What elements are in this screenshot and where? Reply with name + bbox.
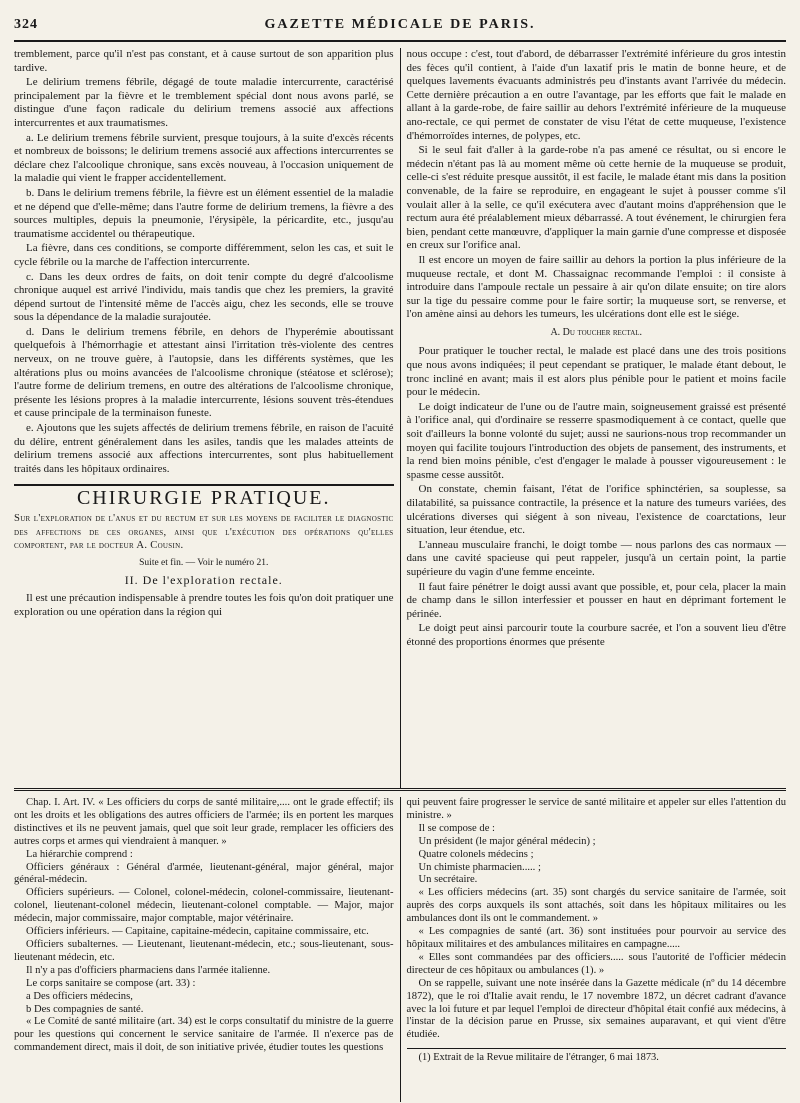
section-note: Suite et fin. — Voir le numéro 21. (139, 557, 269, 568)
paragraph: Pour pratiquer le toucher rectal, le malade est placé dans une des trois positions que nous avons indiquées; il peut cependant se pratiquer, le malade étant debout, le tronc incliné en avant; mais il est alors plus pénible pour le patient et moins facile pour le médecin. (406, 345, 786, 399)
paragraph: Officiers subalternes. — Lieutenant, lieutenant-médecin, etc.; sous-lieutenant, sous-lieutenant médecin, etc. (14, 938, 394, 963)
section-subtitle: Sur l'exploration de l'anus et du rectum et sur les moyens de faciliter le diagnostic des affections de ces organes, ainsi que l'exécution des opérations qu'elles comportent, par le docteur A. Cousin. (14, 513, 394, 552)
subsection-heading: A. Du toucher rectal. (550, 326, 643, 338)
paragraph: Il se compose de : (418, 822, 495, 834)
paragraph: « Les officiers médecins (art. 35) sont chargés du service sanitaire de l'armée, soit auprès des corps auxquels ils sont attachés, soit dans les hôpitaux militaires ou les ambulances dont ils ont le commandement. » (406, 887, 786, 925)
upper-section (14, 48, 786, 788)
paragraph: L'anneau musculaire franchi, le doigt tombe — nous parlons des cas normaux — dans une cavité spacieuse qui peut rappeler, jusqu'à un certain point, la partie supérieure du vagin d'une femme enceinte. (406, 538, 786, 578)
paragraph: La fièvre, dans ces conditions, se comporte différemment, selon les cas, et suit le cycle fébrile ou la marche de l'affection intercurrente. (14, 242, 394, 268)
paragraph: c. Dans les deux ordres de faits, on doit tenir compte du degré d'alcoolisme chronique auquel est arrivé l'individu, mais tandis que chez les premiers, la gravité dépend surtout de l'intensité même de l'accès aigu, chez les seconds, elle se trouve sous la dépendance de la maladie surajoutée. (14, 270, 394, 324)
lower-left-column (14, 797, 400, 1102)
paragraph: On se rappelle, suivant une note insérée dans la Gazette médicale (nº du 14 décembre 1872), que le roi d'Italie avait rendu, le 17 novembre 1872, un décret cadrant d'avance avec la loi future et par lequel l'emploi de directeur d'hôpital était confié aux médecins, à l'instar de la décision parue en Prusse, six semaines auparavant, et qui vient d'être étudiée. (406, 977, 786, 1041)
paragraph: Officiers supérieurs. — Colonel, colonel-médecin, colonel-commissaire, lieutenant-colonel, lieutenant-colonel médecin, lieutenant-colonel comptable. — Major, major médecin, major commissaire, major comptable, major vétérinaire. (14, 887, 394, 925)
paragraph: Le corps sanitaire se compose (art. 33) : (26, 977, 196, 989)
upper-left-column (14, 48, 400, 788)
paragraph: a Des officiers médecins, (26, 990, 133, 1002)
page-number: 324 (14, 17, 38, 32)
paragraph: « Le Comité de santé militaire (art. 34) est le corps consultatif du ministre de la guerre pour les questions qui concernent le service sanitaire de l'armée. Il n'exerce pas de commandement direct, mais il doit, de son initiative privée, étudier toutes les questions (14, 1016, 394, 1054)
paragraph: b. Dans le delirium tremens fébrile, la fièvre est un élément essentiel de la maladie et ne dépend que d'elle-même; dans l'autre forme de delirium tremens, la fièvre a des sources multiples, depuis la pneumonie, l'érysipèle, la péricardite, etc., jusqu'au traumatisme accidentel ou thérapeutique. (14, 186, 394, 240)
paragraph: Il est une précaution indispensable à prendre toutes les fois qu'on doit pratiquer une exploration ou une opération dans la région qui (14, 591, 394, 618)
paragraph: Il n'y a pas d'officiers pharmaciens dans l'armée italienne. (26, 964, 271, 976)
paragraph: Quatre colonels médecins ; (418, 848, 534, 860)
paragraph: Un secrétaire. (418, 874, 478, 886)
paragraph: Officiers généraux : Général d'armée, lieutenant-général, major général, major général-médecin. (14, 861, 394, 886)
paragraph: Le delirium tremens fébrile, dégagé de toute maladie intercurrente, caractérisé principalement par la fièvre et le tremblement spécial dont nous avons parlé, se distingue d'une façon radicale du delirium tremens associé aux affections intercurrentes et aux traumatismes. (14, 76, 394, 129)
paragraph: Si le seul fait d'aller à la garde-robe n'a pas amené ce résultat, ou si encore le médecin n'étant pas là au moment même où cette hernie de la muqueuse se produit, celle-ci s'est réduite presque aussitôt, il est facile, le malade étant mis dans la position convenable, de la faire se reproduire, en engageant le sujet à pousser comme s'il voulait aller à la selle, ce qu'il exécutera avec d'autant moins d'appréhension que le rectum aura été préalablement mieux débarrassé. A tout événement, le chirurgien fera bien, pendant cette manœuvre, d'appliquer la main garnie d'une compresse et disposée en creux sur l'orifice anal. (406, 144, 786, 252)
lower-section (14, 797, 786, 1102)
paragraph: Officiers inférieurs. — Capitaine, capitaine-médecin, capitaine commissaire, etc. (26, 926, 369, 938)
paragraph: e. Ajoutons que les sujets affectés de delirium tremens fébrile, en raison de l'acuité du délire, entrent généralement dans les asiles, tandis que les malades atteints de delirium tremens associé aux affections intercurrentes, sont plus habituellement traités dans les hôpitaux ordinaires. (14, 422, 394, 475)
paragraph: « Elles sont commandées par des officiers..... sous l'autorité de l'officier médecin directeur de ces hôpitaux ou ambulances (1). » (406, 951, 786, 976)
lower-right-column (401, 797, 787, 1102)
paragraph: Il est encore un moyen de faire saillir au dehors la portion la plus inférieure de la muqueuse rectale, et dont M. Chassaignac recommande l'emploi : il consiste à introduire dans l'ampoule rectale un pessaire à air qu'on dilate ensuite; on tire alors sur la tige du pessaire comme pour le faire sortir; la muqueuse sort, se renverse, et l'on amène ainsi au dehors les tumeurs, les ulcérations dont elle est le siége. (406, 253, 786, 321)
paragraph: Le doigt peut ainsi parcourir toute la courbure sacrée, et l'on a souvent lieu d'être étonné des proportions énormes que présente (406, 622, 786, 648)
paragraph: Un président (le major général médecin) ; (418, 835, 596, 847)
footnote: (1) Extrait de la Revue militaire de l'étranger, 6 mai 1873. (407, 1048, 787, 1065)
section-title: CHIRURGIE PRATIQUE. (76, 487, 331, 510)
journal-title: GAZETTE MÉDICALE DE PARIS. (264, 17, 536, 32)
paragraph: Chap. I. Art. IV. « Les officiers du corps de santé militaire,.... ont le grade effectif; ils ont les droits et les obligations des autres officiers de l'armée; ils en portent les marques distinctives et ils ne peuvent jamais, quel que soit leur grade, remplacer les officiers des autres corps et armes qui viendraient à manquer. » (14, 797, 394, 847)
paragraph: tremblement, parce qu'il n'est pas constant, et à cause surtout de son apparition plus tardive. (14, 48, 394, 74)
paragraph: a. Le delirium tremens fébrile survient, presque toujours, à la suite d'excès récents et nombreux de boissons; le delirium tremens associé aux affections intercurrentes se déclare chez l'alcoolique chronique, sans excès nouveau, à l'occasion uniquement de la maladie qui vient le frapper accidentellement. (14, 131, 394, 185)
paragraph: Le doigt indicateur de l'une ou de l'autre main, soigneusement graissé est présenté à l'orifice anal, qui d'ordinaire se resserre spasmodiquement à ce contact, quelle que soit d'ailleurs la bonne volonté du sujet; aussi ne saurions-nous trop recommander un moyen qui facilite toujours l'introduction des objets de pansement, des instruments, et la rend bien moins pénible, c'est d'engager le malade à pousser vigoureusement : le spasme cesse aussitôt. (406, 400, 786, 481)
paragraph: « Les compagnies de santé (art. 36) sont instituées pour pourvoir au service des hôpitaux militaires et des ambulances militaires en campagne..... (406, 926, 786, 950)
paragraph: qui peuvent faire progresser le service de santé militaire et appeler sur elles l'attention du ministre. » (406, 797, 786, 821)
paragraph: nous occupe : c'est, tout d'abord, de débarrasser l'extrémité inférieure du gros intestin des fèces qu'il contient, à l'aide d'un laxatif pris le matin de bonne heure, et de quelques lavements évacuants administrés peu d'instants avant l'arrivée du médecin. Cette dernière précaution a en outre l'avantage, par les efforts que fait le malade en allant à la garde-robe, de faire saillir au dehors l'extrémité inférieure de la muqueuse ano-rectale, ce qui permet de constater de visu l'état de cette muqueuse, l'existence d'hémorroïdes internes, de polypes, etc. (406, 48, 786, 142)
paragraph: b Des compagnies de santé. (26, 1003, 144, 1015)
paragraph: d. Dans le delirium tremens fébrile, en dehors de l'hyperémie aboutissant quelquefois à l'hémorrhagie et attestant ainsi l'irritation très-violente des centres nerveux, on ne trouve guère, à l'autopsie, dans les différents systèmes, que les altérations plus ou moins avancées de l'alcoolisme chronique (stéatose et sclérose); l'autre forme de delirium tremens, en outre des altérations de l'alcoolisme chronique, présente les lésions propres à la maladie intercurrente, lésions souvent très-étendues et cause principale de la terminaison funeste. (14, 325, 394, 420)
section-rule (14, 484, 394, 486)
section-heading: II. De l'exploration rectale. (124, 573, 283, 588)
paragraph: La hiérarchie comprend : (26, 848, 133, 860)
paragraph: Un chimiste pharmacien..... ; (418, 861, 541, 873)
page-header (14, 10, 786, 42)
upper-right-column (401, 48, 787, 788)
paragraph: On constate, chemin faisant, l'état de l'orifice sphinctérien, sa souplesse, sa dilatabilité, sa puissance contractile, la présence et la nature des tumeurs variées, des ulcérations diverses qui siégent à son niveau, l'existence de coarctations, leur situation, leur étendue, etc. (406, 483, 786, 537)
paragraph: Il faut faire pénétrer le doigt aussi avant que possible, et, pour cela, placer la main de champ dans le sillon interfessier et pousser en haut en déprimant fortement le périnée. (406, 580, 786, 620)
feuilleton-divider (14, 788, 786, 791)
